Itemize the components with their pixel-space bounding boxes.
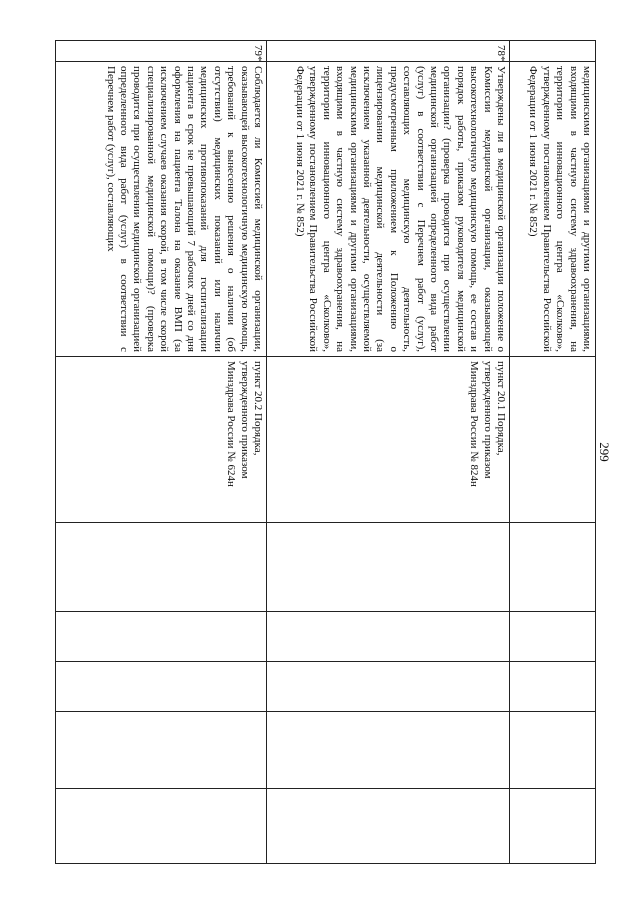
question-cell: медицинскими организациями и другими организациями, входящими в частную систему здравоохранения, на территории инновационного центра «Сколково», утвержденному постановлением Правительства Российской Федерации от 1 июня 2021 г. № 852) xyxy=(510,62,596,357)
row-number xyxy=(510,41,596,62)
checklist-table xyxy=(55,40,596,864)
legal-basis-cell: пункт 20.1 Порядка, утвержденного приказом Минздрава России № 824н xyxy=(267,357,510,523)
rotated-page xyxy=(56,40,596,863)
table-row xyxy=(267,41,510,864)
answer-cell-yes xyxy=(267,523,510,612)
answer-cell-extra xyxy=(510,712,596,789)
row-number: 78* xyxy=(267,41,510,62)
notes-cell xyxy=(510,789,596,864)
answer-cell-na xyxy=(267,662,510,712)
legal-basis-cell xyxy=(510,357,596,523)
answer-cell-yes xyxy=(56,523,267,612)
table-row xyxy=(510,41,596,864)
row-number: 79* xyxy=(56,41,267,62)
notes-cell xyxy=(267,789,510,864)
answer-cell-yes xyxy=(510,523,596,612)
page-number: 299 xyxy=(597,442,612,462)
answer-cell-extra xyxy=(56,712,267,789)
answer-cell-no xyxy=(267,612,510,662)
answer-cell-na xyxy=(56,662,267,712)
question-cell: Соблюдается ли Комиссией медицинской организации, оказывающей высокотехнологичную медицинскую помощь, требований к вынесению решения о наличии (об отсутствии) медицинских показаний или наличии медицинских противопоказаний для госпитализации пациента в срок не превышающий 7 рабочих дней со дня оформления на пациента Талона на оказание ВМП (за исключением случаев оказания скорой, в том числе скорой специализированной медицинской помощи)? (проверка проводится при осуществлении медицинской организацией определенного вида работ (услуг) в соответствии с Перечнем работ (услуг), составляющих xyxy=(56,62,267,357)
notes-cell xyxy=(56,789,267,864)
legal-basis-cell: пункт 20.2 Порядка, утвержденного приказом Минздрава России № 624н xyxy=(56,357,267,523)
question-cell: Утверждены ли в медицинской организации положение о Комиссии медицинской организации, оказывающей высокотехнологичную медицинскую помощь, ее состав и порядок работы, приказом руководителя медицинской организации? (проверка проводится при осуществлении медицинской организацией определенного вида работ (услуг) в соответствии с Перечнем работ (услуг), составляющих медицинскую деятельность, предусмотренным приложением к Положению о лицензировании медицинской деятельности (за исключением указанной деятельности, осуществляемой медицинскими организациями и другими организациями, входящими в частную систему здравоохранения, на территории инновационного центра «Сколково», утвержденному постановлением Правительства Российской Федерации от 1 июня 2021 г. № 852) xyxy=(267,62,510,357)
answer-cell-no xyxy=(56,612,267,662)
page-content xyxy=(56,40,596,863)
answer-cell-no xyxy=(510,612,596,662)
answer-cell-na xyxy=(510,662,596,712)
answer-cell-extra xyxy=(267,712,510,789)
table-row xyxy=(56,41,267,864)
